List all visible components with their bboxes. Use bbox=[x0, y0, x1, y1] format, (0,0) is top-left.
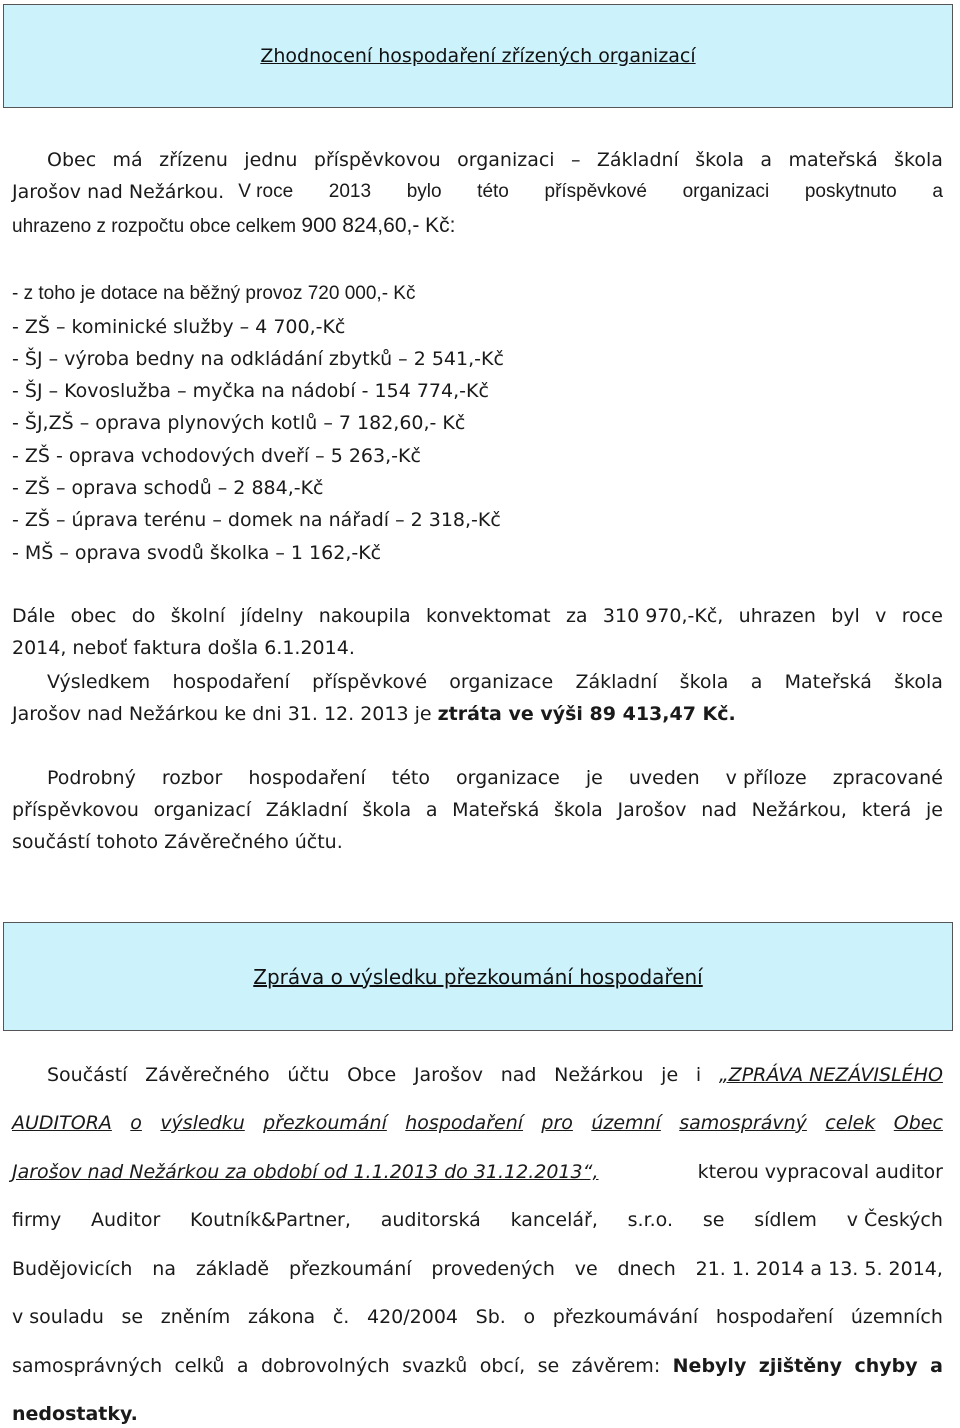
audit-line-4 bbox=[12, 1208, 943, 1232]
intro-line-3-text: uhrazeno z rozpočtu obce celkem bbox=[12, 216, 302, 237]
word: Koutník&Partner, bbox=[190, 1209, 351, 1231]
word: uhrazen bbox=[738, 605, 816, 627]
word: Nebyly bbox=[672, 1355, 747, 1377]
word: Základní bbox=[265, 799, 348, 821]
word: Jarošov bbox=[413, 1064, 483, 1086]
word: chyby bbox=[854, 1355, 918, 1377]
word: organizace bbox=[455, 767, 560, 789]
expense-item: - ŠJ – Kovoslužba – myčka na nádobí - 154 774,-Kč bbox=[12, 380, 489, 402]
word: zjištěny bbox=[758, 1355, 843, 1377]
word: v příloze bbox=[725, 767, 807, 789]
word: hospodaření bbox=[715, 1306, 834, 1328]
word: Podrobný bbox=[47, 767, 136, 789]
audit-report-title-end: Jarošov nad Nežárkou za období od 1.1.2013 do 31.12.2013“, bbox=[12, 1161, 599, 1183]
word: škola bbox=[894, 149, 943, 171]
word: výsledku bbox=[160, 1112, 245, 1134]
expense-item: - ZŠ - oprava vchodových dveří – 5 263,-Kč bbox=[12, 445, 421, 467]
word: v souladu bbox=[12, 1306, 104, 1328]
word: je bbox=[585, 767, 603, 789]
word: organizace bbox=[449, 671, 554, 693]
word: konvektomat bbox=[426, 605, 551, 627]
word: Mateřská bbox=[452, 799, 540, 821]
loss-amount: ztráta ve výši 89 413,47 Kč. bbox=[437, 703, 736, 725]
word: poskytnuto bbox=[804, 181, 897, 202]
result-text: Jarošov nad Nežárkou ke dni 31. 12. 2013 je bbox=[12, 703, 438, 725]
audit-line-3 bbox=[12, 1160, 943, 1184]
word: samosprávných bbox=[12, 1355, 163, 1377]
word: je bbox=[925, 799, 943, 821]
word: se bbox=[702, 1209, 725, 1231]
word: roce bbox=[901, 605, 943, 627]
intro-line-2 bbox=[12, 180, 943, 204]
word: firmy bbox=[12, 1209, 62, 1231]
word: Auditor bbox=[90, 1209, 161, 1231]
word: do bbox=[131, 605, 156, 627]
paragraph-2-line-2: 2014, neboť faktura došla 6.1.2014. bbox=[12, 637, 355, 659]
word: jídelny bbox=[240, 605, 304, 627]
word: škola bbox=[894, 671, 943, 693]
word: 21. 1. 2014 a 13. 5. 2014, bbox=[695, 1258, 943, 1280]
word: sídlem bbox=[754, 1209, 817, 1231]
word: mateřská bbox=[788, 149, 878, 171]
section-title-box-2 bbox=[3, 922, 953, 1031]
word: územních bbox=[850, 1306, 943, 1328]
word: této bbox=[391, 767, 430, 789]
paragraph-4-line-3: součástí tohoto Závěrečného účtu. bbox=[12, 831, 343, 853]
word: „ZPRÁVA NEZÁVISLÉHO bbox=[718, 1064, 943, 1086]
word: Závěrečného bbox=[145, 1064, 270, 1086]
word: rozbor bbox=[161, 767, 223, 789]
word: zřízenu bbox=[159, 149, 228, 171]
word: byl bbox=[831, 605, 860, 627]
word: 420/2004 bbox=[366, 1306, 459, 1328]
word: Obec bbox=[47, 149, 97, 171]
total-sum: 900 824,60,- Kč: bbox=[301, 214, 456, 237]
word: účtu bbox=[287, 1064, 330, 1086]
expense-item: - ZŠ – kominické služby – 4 700,-Kč bbox=[12, 316, 346, 338]
word: o bbox=[523, 1306, 536, 1328]
word: Dále bbox=[12, 605, 56, 627]
word: a bbox=[930, 1355, 943, 1377]
expense-item: - z toho je dotace na běžný provoz 720 000,- Kč bbox=[12, 283, 416, 304]
word: nad bbox=[500, 1064, 537, 1086]
word: škola bbox=[695, 149, 744, 171]
word: č. bbox=[332, 1306, 350, 1328]
word: na bbox=[152, 1258, 176, 1280]
word: škola bbox=[554, 799, 603, 821]
word: příspěvkové bbox=[544, 181, 647, 202]
word: Obce bbox=[347, 1064, 397, 1086]
intro-line-3 bbox=[12, 214, 943, 239]
paragraph-4-line-2 bbox=[12, 798, 943, 822]
word: územní bbox=[591, 1112, 661, 1134]
word: AUDITORA bbox=[12, 1112, 112, 1134]
intro-line-1 bbox=[47, 148, 943, 172]
word: nakoupila bbox=[318, 605, 411, 627]
word: samosprávný bbox=[679, 1112, 807, 1134]
word: zákona bbox=[247, 1306, 316, 1328]
word: dnech bbox=[617, 1258, 676, 1280]
word: přezkoumání bbox=[288, 1258, 412, 1280]
word: organizaci bbox=[457, 149, 555, 171]
word: hospodaření bbox=[172, 671, 290, 693]
intro-line-2-rest bbox=[238, 180, 943, 204]
word: v bbox=[875, 605, 887, 627]
word: a bbox=[236, 1355, 249, 1377]
section-title-box bbox=[3, 4, 953, 108]
audit-line-5 bbox=[12, 1257, 943, 1281]
section-title: Zhodnocení hospodaření zřízených organizací bbox=[260, 45, 696, 67]
word: Nežárkou bbox=[554, 1064, 644, 1086]
word: organizací bbox=[153, 799, 252, 821]
word: i bbox=[695, 1064, 702, 1086]
word: přezkoumávání bbox=[552, 1306, 699, 1328]
expense-item: - ŠJ – výroba bedny na odkládání zbytků – 2 541,-Kč bbox=[12, 348, 504, 370]
word: má bbox=[112, 149, 143, 171]
paragraph-2-line-1 bbox=[12, 604, 943, 628]
word: základě bbox=[195, 1258, 270, 1280]
word: školní bbox=[170, 605, 226, 627]
word: Základní bbox=[596, 149, 679, 171]
word: provedených bbox=[431, 1258, 555, 1280]
word: 310 970,-Kč, bbox=[602, 605, 724, 627]
word: Součástí bbox=[47, 1064, 128, 1086]
word: Mateřská bbox=[784, 671, 872, 693]
word: auditorská bbox=[380, 1209, 481, 1231]
word: příspěvkovou bbox=[313, 149, 441, 171]
audit-line-1 bbox=[47, 1063, 943, 1087]
word: o bbox=[130, 1112, 142, 1134]
word: závěrem: bbox=[571, 1355, 661, 1377]
word: ve bbox=[574, 1258, 598, 1280]
paragraph-3-line-2 bbox=[12, 702, 943, 726]
expense-item: - MŠ – oprava svodů školka – 1 162,-Kč bbox=[12, 542, 382, 564]
word: s.r.o. bbox=[627, 1209, 674, 1231]
word: Jarošov bbox=[617, 799, 687, 821]
word: uveden bbox=[628, 767, 700, 789]
word: celek bbox=[825, 1112, 876, 1134]
expense-item: - ŠJ,ZŠ – oprava plynových kotlů – 7 182,60,- Kč bbox=[12, 412, 466, 434]
word: obec bbox=[70, 605, 117, 627]
word: Základní bbox=[575, 671, 658, 693]
word: příspěvkovou bbox=[12, 799, 139, 821]
word: škola bbox=[362, 799, 412, 821]
word: Sb. bbox=[475, 1306, 506, 1328]
word: dobrovolných bbox=[260, 1355, 390, 1377]
word: přezkoumání bbox=[263, 1112, 387, 1134]
word: Budějovicích bbox=[12, 1258, 133, 1280]
word: 2013 bbox=[328, 181, 372, 202]
word: nad bbox=[701, 799, 737, 821]
word: pro bbox=[541, 1112, 573, 1134]
paragraph-3-line-1 bbox=[47, 670, 943, 694]
expense-item: - ZŠ – úprava terénu – domek na nářadí – 2 318,-Kč bbox=[12, 509, 501, 531]
word: kancelář, bbox=[510, 1209, 598, 1231]
word: se bbox=[121, 1306, 144, 1328]
audit-line-2 bbox=[12, 1111, 943, 1135]
word: V roce bbox=[238, 181, 294, 202]
word: hospodaření bbox=[405, 1112, 524, 1134]
word: a bbox=[760, 149, 773, 171]
audit-line-7 bbox=[12, 1354, 943, 1378]
word: Výsledkem bbox=[47, 671, 151, 693]
word: organizaci bbox=[682, 181, 770, 202]
paragraph-4-line-1 bbox=[47, 766, 943, 790]
word: této bbox=[477, 181, 509, 202]
word: a bbox=[750, 671, 763, 693]
word: se bbox=[537, 1355, 560, 1377]
word: je bbox=[661, 1064, 679, 1086]
audit-line-3-text: kterou vypracoval auditor bbox=[697, 1161, 943, 1183]
word: – bbox=[570, 149, 581, 171]
word: bylo bbox=[406, 181, 442, 202]
word: celků bbox=[174, 1355, 225, 1377]
word: hospodaření bbox=[248, 767, 366, 789]
audit-line-8: nedostatky. bbox=[12, 1403, 138, 1425]
word: obcí, bbox=[479, 1355, 526, 1377]
word: v Českých bbox=[846, 1209, 943, 1231]
word: a bbox=[425, 799, 438, 821]
word: za bbox=[565, 605, 588, 627]
word: příspěvkové bbox=[312, 671, 428, 693]
section-title-2: Zpráva o výsledku přezkoumání hospodaření bbox=[253, 964, 703, 989]
audit-line-6 bbox=[12, 1305, 943, 1329]
word: která bbox=[861, 799, 912, 821]
word: a bbox=[932, 181, 943, 202]
word: Obec bbox=[893, 1112, 943, 1134]
intro-line-2-start: Jarošov nad Nežárkou. bbox=[12, 181, 225, 203]
expense-item: - ZŠ – oprava schodů – 2 884,-Kč bbox=[12, 477, 324, 499]
word: svazků bbox=[402, 1355, 468, 1377]
word: škola bbox=[679, 671, 729, 693]
word: zpracované bbox=[832, 767, 943, 789]
word: Nežárkou, bbox=[751, 799, 847, 821]
word: zněním bbox=[160, 1306, 231, 1328]
word: jednu bbox=[244, 149, 298, 171]
